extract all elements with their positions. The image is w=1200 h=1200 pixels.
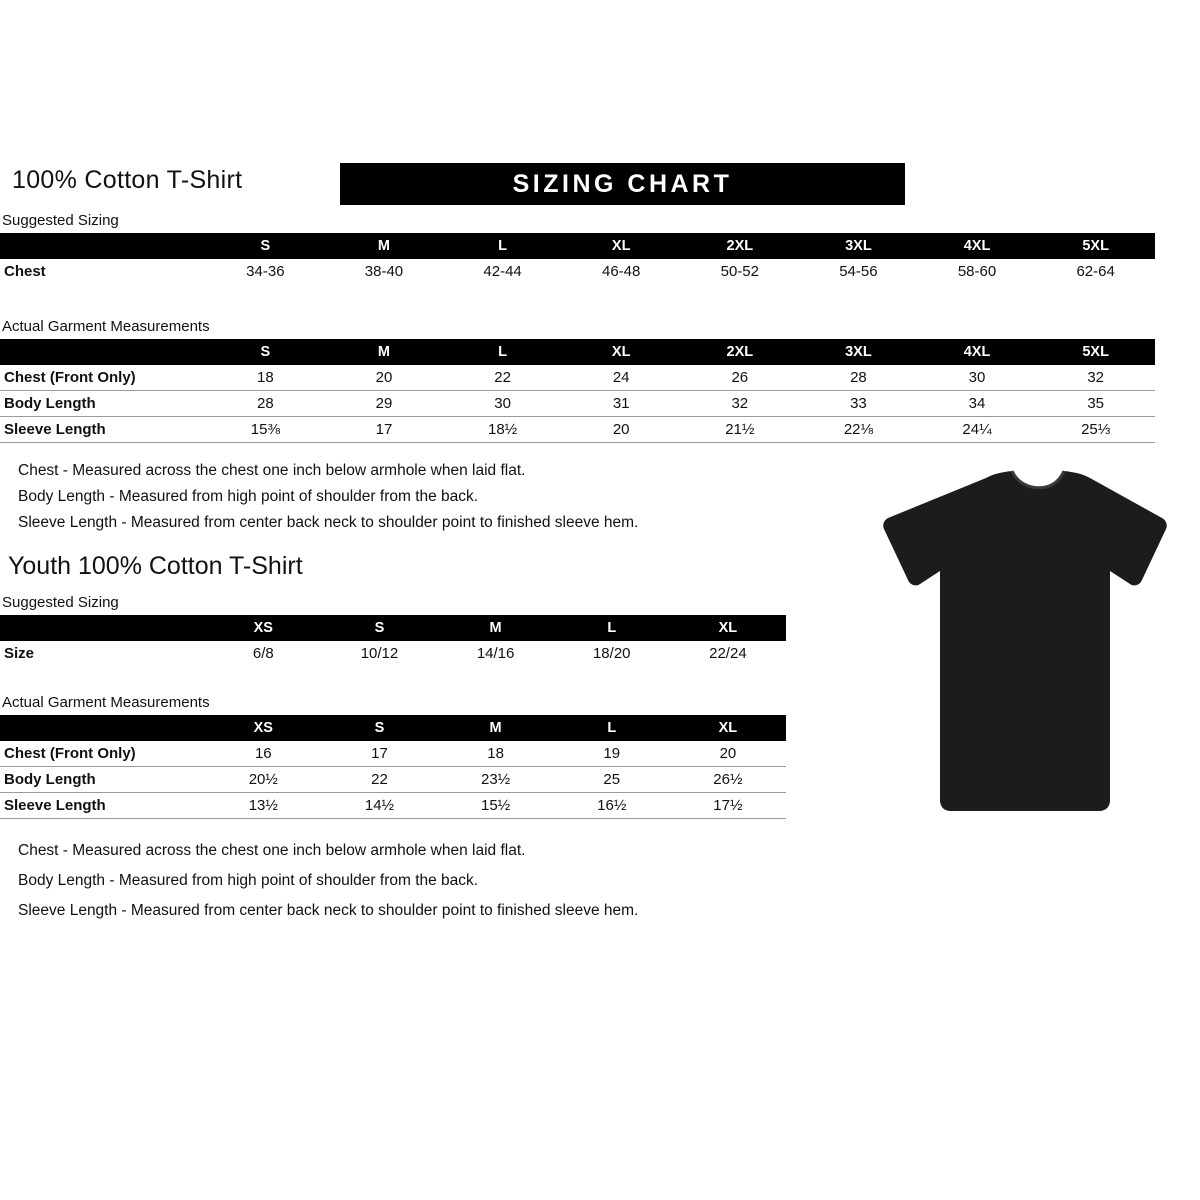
adult-suggested-sizing-table	[0, 233, 1155, 284]
row-label: Sleeve Length	[0, 417, 206, 443]
table-cell: 20	[325, 365, 444, 391]
table-cell: 6/8	[252, 645, 274, 662]
tshirt-illustration	[880, 470, 1170, 815]
table-row	[0, 259, 1155, 284]
table-row	[0, 767, 786, 793]
table-cell: 15⅜	[206, 417, 325, 443]
column-header: 3XL	[799, 233, 918, 259]
table-cell: 20	[562, 417, 681, 443]
adult-sleeve-length-note: Sleeve Length - Measured from center back neck to shoulder point to finished sleeve hem.	[18, 514, 639, 531]
table-cell: 14½	[321, 793, 437, 819]
table-cell: 18	[438, 741, 554, 767]
column-header: 5XL	[1036, 339, 1155, 365]
table-cell: 25	[554, 767, 670, 793]
table-cell: 32	[1036, 365, 1155, 391]
table-cell: 18½	[443, 417, 562, 443]
sizing-chart-banner-text: SIZING CHART	[512, 170, 733, 198]
table-cell: 28	[799, 365, 918, 391]
column-header: 3XL	[799, 339, 918, 365]
column-header	[0, 233, 206, 259]
table-cell: 20½	[205, 767, 321, 793]
table-cell: 58-60	[957, 263, 997, 280]
column-header: 4XL	[918, 339, 1037, 365]
youth-chest-note: Chest - Measured across the chest one inch below armhole when laid flat.	[18, 842, 526, 859]
table-cell: 28	[206, 391, 325, 417]
table-cell: 16	[205, 741, 321, 767]
table-cell: 35	[1036, 391, 1155, 417]
youth-actual-measurements-label: Actual Garment Measurements	[2, 694, 210, 711]
row-label: Chest (Front Only)	[0, 365, 206, 391]
table-cell: 62-64	[1076, 263, 1115, 280]
table-cell: 22/24	[709, 645, 747, 662]
table-header-row	[0, 339, 1155, 365]
column-header: L	[443, 233, 562, 259]
column-header: L	[554, 615, 670, 641]
row-label: Body Length	[0, 391, 206, 417]
table-cell: 23½	[438, 767, 554, 793]
youth-sleeve-length-note: Sleeve Length - Measured from center back neck to shoulder point to finished sleeve hem.	[18, 902, 639, 919]
column-header: M	[325, 233, 444, 259]
table-cell: 42-44	[483, 263, 522, 280]
column-header: 5XL	[1036, 233, 1155, 259]
row-label: Chest (Front Only)	[0, 741, 205, 767]
table-cell: 16½	[554, 793, 670, 819]
table-row	[0, 417, 1155, 443]
row-label: Body Length	[0, 767, 205, 793]
table-cell: 10/12	[360, 645, 399, 662]
table-cell: 30	[443, 391, 562, 417]
column-header: M	[325, 339, 444, 365]
youth-suggested-sizing-label: Suggested Sizing	[2, 594, 119, 611]
column-header	[0, 715, 205, 741]
column-header: XL	[670, 715, 786, 741]
table-cell: 24	[562, 365, 681, 391]
table-cell: 22⅛	[799, 417, 918, 443]
table-cell: 33	[799, 391, 918, 417]
column-header: L	[554, 715, 670, 741]
table-cell: 14/16	[476, 645, 515, 662]
table-cell: 26½	[670, 767, 786, 793]
table-cell: 38-40	[364, 263, 404, 280]
table-cell: 26	[681, 365, 800, 391]
column-header: M	[438, 715, 554, 741]
table-row	[0, 793, 786, 819]
column-header	[0, 339, 206, 365]
youth-section-title: Youth 100% Cotton T-Shirt	[8, 552, 303, 580]
adult-actual-measurements-table	[0, 339, 1155, 443]
column-header: S	[206, 233, 325, 259]
table-cell: 25⅓	[1036, 417, 1155, 443]
table-cell: 30	[918, 365, 1037, 391]
adult-suggested-sizing-label: Suggested Sizing	[2, 212, 119, 229]
column-header: XL	[562, 233, 681, 259]
table-row	[0, 641, 786, 666]
youth-suggested-sizing-table	[0, 615, 786, 666]
column-header: L	[443, 339, 562, 365]
column-header: 4XL	[918, 233, 1037, 259]
column-header: M	[438, 615, 554, 641]
adult-section-title: 100% Cotton T-Shirt	[12, 166, 243, 194]
column-header: XS	[205, 715, 321, 741]
table-header-row	[0, 615, 786, 641]
table-cell: 20	[670, 741, 786, 767]
table-cell: 13½	[205, 793, 321, 819]
column-header: S	[206, 339, 325, 365]
table-header-row	[0, 715, 786, 741]
table-cell: 50-52	[720, 263, 759, 280]
youth-body-length-note: Body Length - Measured from high point of shoulder from the back.	[18, 872, 479, 889]
table-cell: 46-48	[602, 263, 641, 280]
table-cell: 15½	[438, 793, 554, 819]
table-cell: 54-56	[839, 263, 878, 280]
table-header-row	[0, 233, 1155, 259]
table-row	[0, 741, 786, 767]
table-cell: 18/20	[592, 645, 631, 662]
column-header	[0, 615, 205, 641]
table-cell: 21½	[681, 417, 800, 443]
row-label: Sleeve Length	[0, 793, 205, 819]
adult-body-length-note: Body Length - Measured from high point of shoulder from the back.	[18, 488, 479, 505]
sizing-chart-banner	[340, 163, 905, 205]
row-label: Size	[4, 645, 35, 662]
table-cell: 32	[681, 391, 800, 417]
column-header: S	[321, 615, 437, 641]
adult-actual-measurements-label: Actual Garment Measurements	[2, 318, 210, 335]
table-cell: 24¼	[918, 417, 1037, 443]
table-cell: 22	[321, 767, 437, 793]
table-cell: 17	[325, 417, 444, 443]
table-row	[0, 365, 1155, 391]
column-header: 2XL	[681, 339, 800, 365]
table-cell: 17	[321, 741, 437, 767]
adult-chest-note: Chest - Measured across the chest one inch below armhole when laid flat.	[18, 462, 526, 479]
column-header: XL	[670, 615, 786, 641]
column-header: XL	[562, 339, 681, 365]
table-cell: 31	[562, 391, 681, 417]
table-cell: 22	[443, 365, 562, 391]
table-cell: 19	[554, 741, 670, 767]
table-cell: 17½	[670, 793, 786, 819]
table-cell: 18	[206, 365, 325, 391]
table-cell: 34	[918, 391, 1037, 417]
table-cell: 29	[325, 391, 444, 417]
column-header: S	[321, 715, 437, 741]
column-header: 2XL	[681, 233, 800, 259]
table-row	[0, 391, 1155, 417]
column-header: XS	[205, 615, 321, 641]
row-label: Chest	[4, 263, 46, 280]
youth-actual-measurements-table	[0, 715, 786, 819]
table-cell: 34-36	[246, 263, 285, 280]
